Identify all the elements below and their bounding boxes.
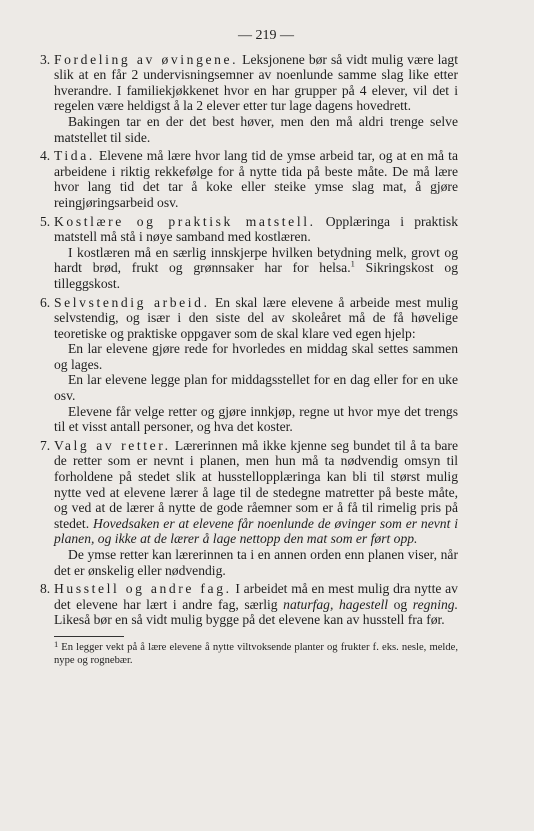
- section-paragraph: En lar elevene gjøre rede for hvorledes en middag skal settes sammen og lages.: [54, 341, 458, 372]
- section-heading: Valg av retter.: [54, 437, 171, 453]
- section-text: Leksjonene bør så vidt mulig være lagt slik at en får 2 undervisningsemner av noenlunde samme slag like etter hverandre. I familiekjøkkenet hvor en har grupper på 4 elever, vil det i regelen være heldigst å la 2 elever etter tur lage dagens hovedrett.: [54, 51, 458, 114]
- page-number: — 219 —: [238, 28, 294, 43]
- footnote-text: En legger vekt på å lære elevene å nytte viltvoksende planter og frukter f. eks. nesle, melde, nype og rognebær.: [54, 641, 458, 666]
- book-page: [40, 28, 458, 667]
- section-text: og: [393, 596, 408, 612]
- section-text: Elevene må lære hvor lang tid de ymse arbeid tar, og at en må ta arbeidene i riktig rekkefølge for å nytte tida på beste måte. De må lære hvor lang tid det tar å koke eller steike ymse slag mat, å gjøre reingjøringsarbeid osv.: [54, 148, 458, 210]
- section-7: [40, 437, 458, 578]
- section-text: Lærerinnen må ikke kjenne seg bundet til å ta bare de retter som er nevnt i planen, men hun må ta nødvendig omsyn til forholdene på stedet slik at husstellopplæringa kan bli til størst mulig nytte ved at elevene lærer å lage til de stedegne matretter på beste måte, og ved at de lærer å nytte de gode råemner som er å få til rimelig pris på stedet.: [54, 437, 458, 531]
- section-paragraph: En lar elevene legge plan for middagsstellet for en dag eller for en uke osv.: [54, 372, 458, 404]
- section-number: 5.: [40, 213, 51, 229]
- section-4: [40, 148, 458, 210]
- footnote-divider: [54, 636, 124, 637]
- section-text: Likeså bør en så vidt mulig bygge på det elevene kan av husstell fra før.: [54, 612, 445, 628]
- section-number: 3.: [40, 51, 51, 67]
- section-emphasis: naturfag, hagestell: [283, 596, 389, 612]
- section-6: [40, 294, 458, 435]
- section-text: I arbeidet må en mest mulig dra nytte av det elevene har lært i andre fag, særlig: [54, 581, 458, 612]
- section-paragraph-tail: Sikringskost og tilleggskost.: [54, 260, 458, 291]
- footnote-mark: 1: [54, 638, 59, 649]
- section-emphasis: Hovedsaken er at elevene får noenlunde de øvinger som er nevnt i planen, og ikke at de lærer å lage nettopp den mat som er ført opp.: [54, 515, 458, 547]
- section-8: [40, 581, 458, 628]
- section-paragraph: De ymse retter kan lærerinnen ta i en annen orden enn planen viser, når det er ønskelig eller nødvendig.: [54, 547, 458, 578]
- section-5: [40, 213, 458, 292]
- section-3: [40, 51, 458, 146]
- section-heading: Fordeling av øvingene.: [54, 51, 239, 67]
- section-number: 7.: [40, 437, 51, 453]
- section-paragraph: Elevene får velge retter og gjøre innkjøp, regne ut hvor mye det trengs til et visst antall personer, og hva det koster.: [54, 403, 458, 435]
- section-number: 8.: [40, 581, 51, 597]
- footnote-reference[interactable]: 1: [350, 258, 355, 269]
- section-heading: Tida.: [54, 148, 95, 164]
- section-paragraph: I kostlæren må en særlig innskjerpe hvilken betydning melk, grovt og hardt brød, frukt og grønnsaker har for helsa.: [54, 244, 458, 276]
- section-text: Opplæringa i praktisk matstell må stå i nøye samband med kostlæren.: [54, 213, 458, 245]
- section-emphasis: regning.: [412, 596, 458, 612]
- section-heading: Kostlære og praktisk matstell.: [54, 213, 316, 229]
- section-heading: Selvstendig arbeid.: [54, 294, 210, 310]
- section-heading: Husstell og andre fag.: [54, 581, 232, 597]
- section-number: 4.: [40, 148, 51, 164]
- section-number: 6.: [40, 294, 51, 310]
- section-text: En skal lære elevene å arbeide mest mulig selvstendig, og især i den siste del av skoleåret må de få høvelige teoretiske og praktiske oppgaver som de skal klare ved egen hjelp:: [54, 294, 458, 341]
- footnote: [54, 638, 458, 667]
- section-paragraph: Bakingen tar en der det best høver, men den må aldri trenge selve matstellet til side.: [54, 113, 458, 145]
